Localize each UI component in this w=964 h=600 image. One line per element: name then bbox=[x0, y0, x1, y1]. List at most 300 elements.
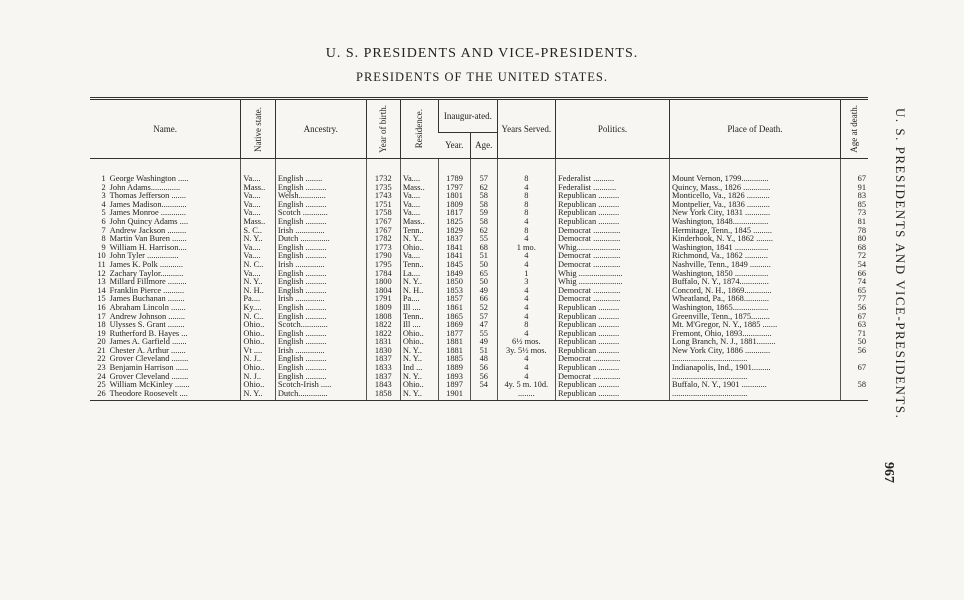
president-name: Thomas Jefferson ....... bbox=[109, 192, 187, 201]
inaugurated-year: 1841 bbox=[439, 244, 471, 253]
table-row bbox=[90, 244, 868, 253]
politics: Republican .......... bbox=[555, 347, 669, 356]
table-row bbox=[90, 159, 868, 184]
age-at-death: 83 bbox=[840, 192, 868, 201]
years-served: 4 bbox=[497, 355, 555, 364]
president-name: Grover Cleveland ........ bbox=[109, 372, 189, 381]
birth-year: 1830 bbox=[366, 347, 400, 356]
native-state: N. J.. bbox=[241, 355, 275, 364]
residence: N. Y.. bbox=[400, 355, 438, 364]
inaugurated-year: 1865 bbox=[439, 313, 471, 322]
politics: Federalist ........... bbox=[555, 184, 669, 193]
birth-year: 1843 bbox=[366, 381, 400, 390]
row-number: 18 bbox=[97, 321, 106, 330]
president-name: James A. Garfield ....... bbox=[109, 338, 187, 347]
politics: Republican .......... bbox=[555, 192, 669, 201]
table-row bbox=[90, 192, 868, 201]
years-served: 8 bbox=[497, 227, 555, 236]
row-number: 17 bbox=[97, 312, 106, 321]
place-of-death: Montpelier, Va., 1836 ........... bbox=[670, 201, 841, 210]
header-age: Age. bbox=[470, 133, 497, 159]
ancestry: English .......... bbox=[275, 364, 366, 373]
table-row bbox=[90, 330, 868, 339]
inaugurated-age: 50 bbox=[470, 278, 497, 287]
inaugurated-year: 1877 bbox=[439, 330, 471, 339]
native-state: Ky.... bbox=[241, 304, 275, 313]
inaugurated-age: 65 bbox=[470, 270, 497, 279]
row-number: 6 bbox=[101, 217, 106, 226]
birth-year: 1758 bbox=[366, 209, 400, 218]
president-name: John Adams.............. bbox=[109, 183, 181, 192]
birth-year: 1751 bbox=[366, 201, 400, 210]
politics: Republican .......... bbox=[555, 330, 669, 339]
birth-year: 1743 bbox=[366, 192, 400, 201]
inaugurated-age: 54 bbox=[470, 381, 497, 390]
years-served: 8 bbox=[497, 321, 555, 330]
place-of-death: Mount Vernon, 1799............. bbox=[670, 159, 841, 184]
place-of-death: Buffalo, N. Y., 1874.............. bbox=[670, 278, 841, 287]
header-native-state: Native state. bbox=[241, 99, 275, 159]
inaugurated-age bbox=[470, 390, 497, 401]
residence: Ind ... bbox=[400, 364, 438, 373]
table-row bbox=[90, 184, 868, 193]
birth-year: 1858 bbox=[366, 390, 400, 401]
inaugurated-year: 1861 bbox=[439, 304, 471, 313]
place-of-death: Concord, N. H., 1869............. bbox=[670, 287, 841, 296]
inaugurated-year: 1789 bbox=[439, 159, 471, 184]
birth-year: 1837 bbox=[366, 355, 400, 364]
row-number: 15 bbox=[97, 295, 106, 304]
ancestry: English .......... bbox=[275, 373, 366, 382]
years-served: 6½ mos. bbox=[497, 338, 555, 347]
native-state: Mass.. bbox=[241, 218, 275, 227]
native-state: Ohio.. bbox=[241, 321, 275, 330]
politics: Federalist .......... bbox=[555, 159, 669, 184]
residence: Mass.. bbox=[400, 218, 438, 227]
row-number: 4 bbox=[101, 200, 106, 209]
table-row bbox=[90, 373, 868, 382]
politics: Republican .......... bbox=[555, 338, 669, 347]
birth-year: 1735 bbox=[366, 184, 400, 193]
age-at-death: 73 bbox=[840, 209, 868, 218]
ancestry: Irish .............. bbox=[275, 227, 366, 236]
inaugurated-age: 50 bbox=[470, 261, 497, 270]
ancestry: English ........ bbox=[275, 159, 366, 184]
table-row bbox=[90, 338, 868, 347]
president-name: James Buchanan ........ bbox=[109, 295, 185, 304]
birth-year: 1800 bbox=[366, 278, 400, 287]
residence: Ill .... bbox=[400, 304, 438, 313]
presidents-table bbox=[90, 97, 868, 401]
birth-year: 1809 bbox=[366, 304, 400, 313]
age-at-death: 74 bbox=[840, 278, 868, 287]
president-name: Rutherford B. Hayes ... bbox=[109, 329, 188, 338]
inaugurated-age: 58 bbox=[470, 218, 497, 227]
birth-year: 1784 bbox=[366, 270, 400, 279]
header-years-served: Years Served. bbox=[497, 99, 555, 159]
ancestry: Irish .............. bbox=[275, 295, 366, 304]
table-row bbox=[90, 261, 868, 270]
native-state: Ohio.. bbox=[241, 330, 275, 339]
politics: Republican .......... bbox=[555, 201, 669, 210]
ancestry: English .......... bbox=[275, 184, 366, 193]
politics: Whig ..................... bbox=[555, 278, 669, 287]
inaugurated-age: 62 bbox=[470, 184, 497, 193]
inaugurated-age: 51 bbox=[470, 252, 497, 261]
president-name: Millard Fillmore ......... bbox=[109, 278, 187, 287]
years-served: 4 bbox=[497, 218, 555, 227]
age-at-death bbox=[840, 355, 868, 364]
place-of-death: Washington, 1848................. bbox=[670, 218, 841, 227]
row-number: 11 bbox=[97, 260, 106, 269]
birth-year: 1822 bbox=[366, 330, 400, 339]
row-number: 1 bbox=[101, 174, 106, 183]
inaugurated-year: 1901 bbox=[439, 390, 471, 401]
residence: Mass.. bbox=[400, 184, 438, 193]
ancestry: Dutch.............. bbox=[275, 390, 366, 401]
inaugurated-year: 1893 bbox=[439, 373, 471, 382]
inaugurated-age: 49 bbox=[470, 338, 497, 347]
birth-year: 1808 bbox=[366, 313, 400, 322]
table-row bbox=[90, 209, 868, 218]
inaugurated-year: 1829 bbox=[439, 227, 471, 236]
birth-year: 1833 bbox=[366, 364, 400, 373]
inaugurated-year: 1825 bbox=[439, 218, 471, 227]
residence: Va.... bbox=[400, 159, 438, 184]
table-row bbox=[90, 201, 868, 210]
birth-year: 1790 bbox=[366, 252, 400, 261]
inaugurated-age: 51 bbox=[470, 347, 497, 356]
birth-year: 1767 bbox=[366, 218, 400, 227]
years-served: 8 bbox=[497, 192, 555, 201]
inaugurated-year: 1881 bbox=[439, 338, 471, 347]
native-state: N. C.. bbox=[241, 261, 275, 270]
residence: N. Y.. bbox=[400, 235, 438, 244]
residence: Ohio.. bbox=[400, 338, 438, 347]
years-served: 1 mo. bbox=[497, 244, 555, 253]
ancestry: English .......... bbox=[275, 330, 366, 339]
years-served: 4 bbox=[497, 184, 555, 193]
inaugurated-year: 1801 bbox=[439, 192, 471, 201]
inaugurated-age: 62 bbox=[470, 227, 497, 236]
years-served: 8 bbox=[497, 209, 555, 218]
table-row bbox=[90, 252, 868, 261]
age-at-death: 66 bbox=[840, 270, 868, 279]
politics: Republican .......... bbox=[555, 218, 669, 227]
native-state: N. Y.. bbox=[241, 390, 275, 401]
president-name: William McKinley ....... bbox=[109, 381, 190, 390]
row-number: 8 bbox=[101, 235, 106, 244]
ancestry: Scotch-Irish ..... bbox=[275, 381, 366, 390]
table-row bbox=[90, 278, 868, 287]
birth-year: 1773 bbox=[366, 244, 400, 253]
table-row bbox=[90, 304, 868, 313]
inaugurated-year: 1850 bbox=[439, 278, 471, 287]
residence: N. Y.. bbox=[400, 373, 438, 382]
place-of-death: Washington, 1865................. bbox=[670, 304, 841, 313]
inaugurated-year: 1869 bbox=[439, 321, 471, 330]
president-name: John Tyler ............... bbox=[109, 252, 179, 261]
row-number: 19 bbox=[97, 329, 106, 338]
residence: N. Y.. bbox=[400, 390, 438, 401]
native-state: Vt .... bbox=[241, 347, 275, 356]
age-at-death: 72 bbox=[840, 252, 868, 261]
president-name: Grover Cleveland ........ bbox=[109, 355, 189, 364]
residence: Ill .... bbox=[400, 321, 438, 330]
birth-year: 1782 bbox=[366, 235, 400, 244]
age-at-death: 78 bbox=[840, 227, 868, 236]
years-served: 8 bbox=[497, 159, 555, 184]
place-of-death: Wheatland, Pa., 1868............ bbox=[670, 295, 841, 304]
place-of-death: Fremont, Ohio, 1893.............. bbox=[670, 330, 841, 339]
table-row bbox=[90, 364, 868, 373]
age-at-death: 65 bbox=[840, 287, 868, 296]
header-residence: Residence. bbox=[400, 99, 438, 159]
header-inaugurated: Inaugur-ated. bbox=[439, 99, 498, 133]
age-at-death: 54 bbox=[840, 261, 868, 270]
place-of-death: Long Branch, N. J., 1881......... bbox=[670, 338, 841, 347]
inaugurated-age: 55 bbox=[470, 330, 497, 339]
president-name: Benjamin Harrison ...... bbox=[109, 364, 189, 373]
president-name: Ulysses S. Grant ........ bbox=[109, 321, 185, 330]
age-at-death: 67 bbox=[840, 313, 868, 322]
politics: Whig ..................... bbox=[555, 270, 669, 279]
place-of-death: Mt. M'Gregor, N. Y., 1885 ....... bbox=[670, 321, 841, 330]
page-number: 967 bbox=[881, 462, 896, 483]
politics: Whig..................... bbox=[555, 244, 669, 253]
age-at-death: 56 bbox=[840, 347, 868, 356]
residence: Ohio.. bbox=[400, 330, 438, 339]
politics: Republican .......... bbox=[555, 313, 669, 322]
place-of-death: Buffalo, N. Y., 1901 ............ bbox=[670, 381, 841, 390]
ancestry: English .......... bbox=[275, 304, 366, 313]
age-at-death bbox=[840, 390, 868, 401]
inaugurated-age: 49 bbox=[470, 287, 497, 296]
politics: Democrat ............. bbox=[555, 261, 669, 270]
years-served: 4 bbox=[497, 261, 555, 270]
place-of-death: New York City, 1831 ............ bbox=[670, 209, 841, 218]
table-row bbox=[90, 270, 868, 279]
birth-year: 1804 bbox=[366, 287, 400, 296]
inaugurated-age: 56 bbox=[470, 364, 497, 373]
native-state: Va.... bbox=[241, 192, 275, 201]
place-of-death: Washington, 1850 ................ bbox=[670, 270, 841, 279]
table-row bbox=[90, 313, 868, 322]
age-at-death bbox=[840, 373, 868, 382]
residence: N. Y.. bbox=[400, 278, 438, 287]
running-header: U. S. PRESIDENTS AND VICE-PRESIDENTS. bbox=[893, 108, 908, 420]
ancestry: English .......... bbox=[275, 218, 366, 227]
table-row bbox=[90, 355, 868, 364]
row-number: 14 bbox=[97, 286, 106, 295]
place-of-death: Hermitage, Tenn., 1845 ......... bbox=[670, 227, 841, 236]
inaugurated-age: 57 bbox=[470, 313, 497, 322]
page-title: U. S. PRESIDENTS AND VICE-PRESIDENTS. bbox=[325, 46, 639, 61]
row-number: 5 bbox=[101, 209, 106, 218]
row-number: 25 bbox=[97, 381, 106, 390]
years-served: 3y. 5½ mos. bbox=[497, 347, 555, 356]
ancestry: Scotch............. bbox=[275, 321, 366, 330]
politics: Democrat ............. bbox=[555, 287, 669, 296]
native-state: N. C.. bbox=[241, 313, 275, 322]
inaugurated-age: 52 bbox=[470, 304, 497, 313]
politics: Democrat ............. bbox=[555, 295, 669, 304]
ancestry: Dutch .............. bbox=[275, 235, 366, 244]
years-served: 4 bbox=[497, 373, 555, 382]
native-state: Ohio.. bbox=[241, 364, 275, 373]
president-name: Theodore Roosevelt .... bbox=[108, 390, 241, 401]
native-state: Va.... bbox=[241, 244, 275, 253]
inaugurated-age: 68 bbox=[470, 244, 497, 253]
inaugurated-year: 1885 bbox=[439, 355, 471, 364]
ancestry: Irish .............. bbox=[275, 261, 366, 270]
birth-year: 1791 bbox=[366, 295, 400, 304]
age-at-death: 67 bbox=[840, 364, 868, 373]
table-row bbox=[90, 218, 868, 227]
age-at-death: 50 bbox=[840, 338, 868, 347]
header-age-at-death: Age at death. bbox=[840, 99, 868, 159]
place-of-death: .................................... bbox=[670, 355, 841, 364]
header-year: Year. bbox=[439, 133, 471, 159]
age-at-death: 77 bbox=[840, 295, 868, 304]
residence: Va.... bbox=[400, 192, 438, 201]
ancestry: Scotch ............ bbox=[275, 209, 366, 218]
years-served: ........ bbox=[497, 390, 555, 401]
native-state: Va.... bbox=[241, 201, 275, 210]
age-at-death: 56 bbox=[840, 304, 868, 313]
politics: Republican .......... bbox=[555, 209, 669, 218]
years-served: 4 bbox=[497, 287, 555, 296]
header-place-of-death: Place of Death. bbox=[670, 99, 841, 159]
place-of-death: New York City, 1886 ............ bbox=[670, 347, 841, 356]
residence: Ohio.. bbox=[400, 381, 438, 390]
president-name: Abraham Lincoln ....... bbox=[109, 303, 186, 312]
president-name: James Monroe ............ bbox=[109, 209, 186, 218]
native-state: Ohio.. bbox=[241, 338, 275, 347]
politics: Republican .......... bbox=[555, 381, 669, 390]
residence: Tenn.. bbox=[400, 227, 438, 236]
age-at-death: 85 bbox=[840, 201, 868, 210]
age-at-death: 68 bbox=[840, 244, 868, 253]
inaugurated-year: 1797 bbox=[439, 184, 471, 193]
birth-year: 1831 bbox=[366, 338, 400, 347]
row-number: 16 bbox=[97, 303, 106, 312]
native-state: Va.... bbox=[241, 159, 275, 184]
years-served: 4 bbox=[497, 235, 555, 244]
birth-year: 1822 bbox=[366, 321, 400, 330]
inaugurated-age: 56 bbox=[470, 373, 497, 382]
place-of-death: Kinderhook, N. Y., 1862 ........ bbox=[670, 235, 841, 244]
native-state: S. C.. bbox=[241, 227, 275, 236]
president-name: George Washington ..... bbox=[109, 174, 189, 183]
president-name: Chester A. Arthur ....... bbox=[109, 346, 186, 355]
header-politics: Politics. bbox=[555, 99, 669, 159]
place-of-death: Quincy, Mass., 1826 ............. bbox=[670, 184, 841, 193]
row-number: 7 bbox=[101, 226, 106, 235]
native-state: Mass.. bbox=[241, 184, 275, 193]
native-state: N. Y.. bbox=[241, 235, 275, 244]
inaugurated-year: 1841 bbox=[439, 252, 471, 261]
native-state: N. Y.. bbox=[241, 278, 275, 287]
residence: Tenn.. bbox=[400, 313, 438, 322]
native-state: Va.... bbox=[241, 252, 275, 261]
row-number: 13 bbox=[97, 278, 106, 287]
inaugurated-age: 55 bbox=[470, 235, 497, 244]
row-number: 3 bbox=[101, 192, 106, 201]
years-served: 4 bbox=[497, 313, 555, 322]
table-row bbox=[90, 287, 868, 296]
politics: Democrat ............. bbox=[555, 252, 669, 261]
president-name: James Madison............ bbox=[109, 200, 187, 209]
president-name: Andrew Jackson ......... bbox=[109, 226, 187, 235]
place-of-death: Richmond, Va., 1862 ........... bbox=[670, 252, 841, 261]
ancestry: English .......... bbox=[275, 338, 366, 347]
row-number: 9 bbox=[101, 243, 106, 252]
inaugurated-age: 59 bbox=[470, 209, 497, 218]
president-name: John Quincy Adams .... bbox=[109, 217, 189, 226]
age-at-death: 80 bbox=[840, 235, 868, 244]
table-row bbox=[90, 381, 868, 390]
age-at-death: 91 bbox=[840, 184, 868, 193]
birth-year: 1732 bbox=[366, 159, 400, 184]
inaugurated-age: 47 bbox=[470, 321, 497, 330]
header-ancestry: Ancestry. bbox=[275, 99, 366, 159]
native-state: Pa.... bbox=[241, 295, 275, 304]
table-row bbox=[90, 321, 868, 330]
row-number: 24 bbox=[97, 372, 106, 381]
years-served: 3 bbox=[497, 278, 555, 287]
place-of-death: Washington, 1841 ................ bbox=[670, 244, 841, 253]
age-at-death: 71 bbox=[840, 330, 868, 339]
years-served: 4 bbox=[497, 295, 555, 304]
residence: Va.... bbox=[400, 209, 438, 218]
inaugurated-age: 57 bbox=[470, 159, 497, 184]
native-state: N. H.. bbox=[241, 287, 275, 296]
row-number: 21 bbox=[97, 346, 106, 355]
age-at-death: 58 bbox=[840, 381, 868, 390]
place-of-death: .................................... bbox=[670, 373, 841, 382]
place-of-death: .................................... bbox=[670, 390, 841, 401]
row-number: 10 bbox=[97, 252, 106, 261]
years-served: 1 bbox=[497, 270, 555, 279]
inaugurated-age: 58 bbox=[470, 201, 497, 210]
row-number: 22 bbox=[97, 355, 106, 364]
birth-year: 1795 bbox=[366, 261, 400, 270]
native-state: Va.... bbox=[241, 209, 275, 218]
president-name: James K. Polk ........... bbox=[109, 260, 183, 269]
president-name: Martin Van Buren ....... bbox=[109, 235, 187, 244]
table-row bbox=[90, 390, 868, 401]
inaugurated-year: 1897 bbox=[439, 381, 471, 390]
table-row bbox=[90, 347, 868, 356]
place-of-death: Nashville, Tenn., 1849 .......... bbox=[670, 261, 841, 270]
row-number: 23 bbox=[97, 364, 106, 373]
inaugurated-year: 1881 bbox=[439, 347, 471, 356]
row-number: 20 bbox=[97, 338, 106, 347]
inaugurated-year: 1837 bbox=[439, 235, 471, 244]
ancestry: English .......... bbox=[275, 244, 366, 253]
politics: Republican .......... bbox=[555, 390, 669, 401]
years-served: 4 bbox=[497, 252, 555, 261]
residence: Pa.... bbox=[400, 295, 438, 304]
row-number: 2 bbox=[101, 183, 106, 192]
inaugurated-year: 1853 bbox=[439, 287, 471, 296]
inaugurated-year: 1857 bbox=[439, 295, 471, 304]
age-at-death: 81 bbox=[840, 218, 868, 227]
residence: La.... bbox=[400, 270, 438, 279]
residence: N. Y.. bbox=[400, 347, 438, 356]
age-at-death: 67 bbox=[840, 159, 868, 184]
